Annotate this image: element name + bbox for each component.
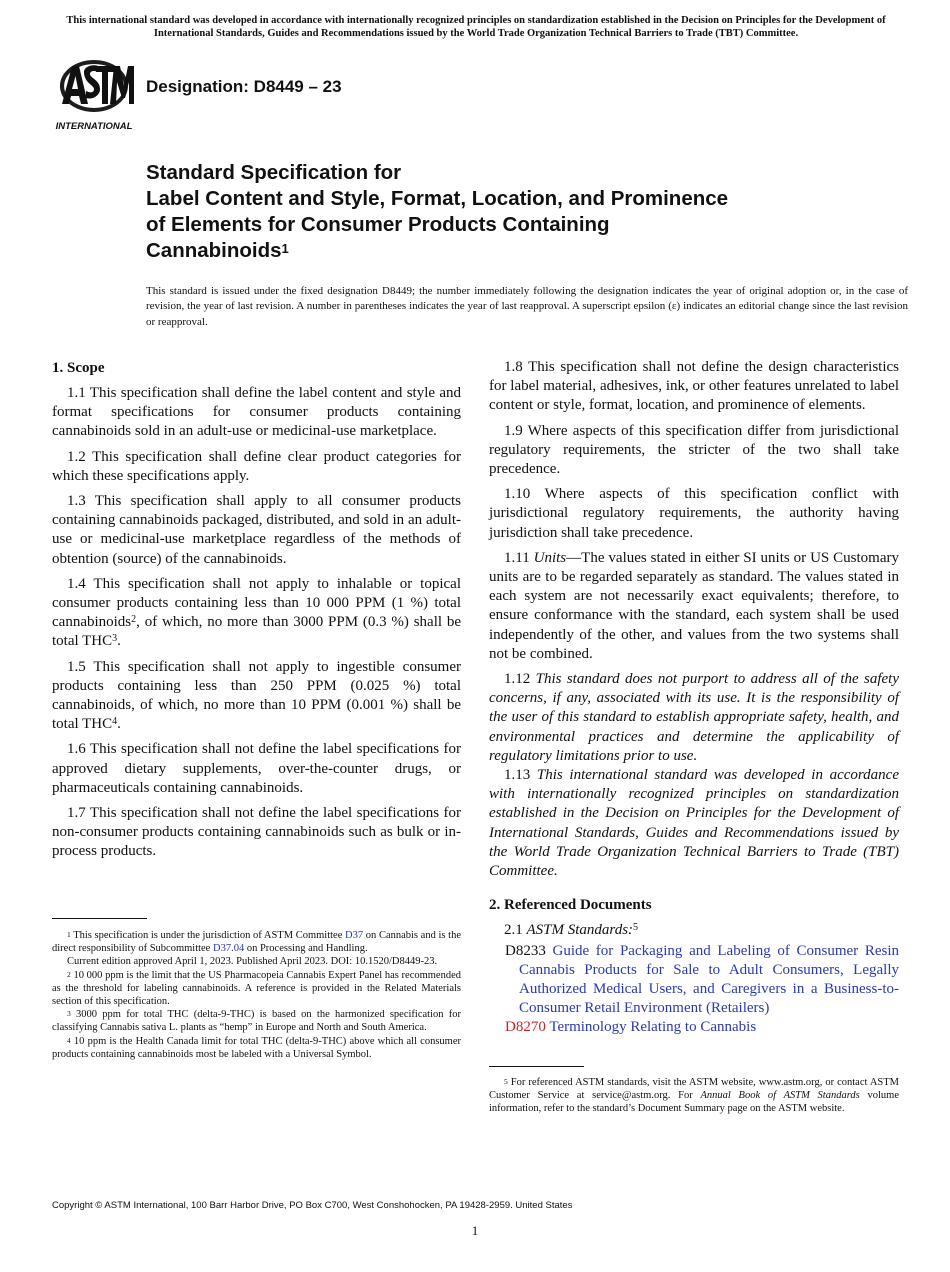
paragraph-1-10: 1.10 Where aspects of this specification conflict with jurisdictional regulatory requirements, the authority having jurisdiction shall take precedence. [489, 486, 899, 541]
reference-code[interactable]: D8270 [505, 1019, 546, 1036]
paragraph-1-3: 1.3 This specification shall apply to all consumer products containing cannabinoids packaged, distributed, and sold in an adult-use or medicinal-use marketplace regardless of the methods of obtention (source) of the cannabinoids. [52, 493, 461, 567]
footnotes-right [489, 1076, 899, 1116]
committee-link[interactable]: D37 [345, 930, 364, 941]
footnote-number: 2 [67, 969, 71, 979]
text-run: on Cannabis and is the direct responsibility of Subcommittee [52, 930, 461, 955]
page-number: 1 [471, 1223, 479, 1238]
footnote-number: 5 [504, 1077, 508, 1086]
text-run: This international standard was developed in accordance with internationally recognized principles on standardization established in the Decision on Principles for the Development of International Standards, Guides and Recommendations issued by the World Trade Organization Technical Barriers to Trade (TBT) Committee. [489, 767, 900, 880]
paragraph-1-9: 1.9 Where aspects of this specification differ from jurisdictional regulatory requirements, the stricter of the two shall take precedence. [489, 422, 899, 478]
paragraph-number: 1.12 [504, 671, 531, 688]
logo-wordmark: INTERNATIONAL [55, 121, 133, 132]
paragraph-1-12 [489, 670, 899, 766]
paragraph-1-7: 1.7 This specification shall not define the label specifications for non-consumer products containing cannabinoids such as bulk or in-process products. [52, 805, 461, 860]
footnote-edition: Current edition approved April 1, 2023. Published April 2023. DOI: 10.1520/D8449-23. [67, 956, 438, 968]
title-line: Standard Specification for [146, 161, 402, 184]
footnote-ref[interactable]: 3 [112, 633, 118, 645]
reference-code: D8233 [505, 943, 546, 960]
paragraph-1-13 [489, 766, 899, 881]
text-run: 3000 ppm for total THC (delta-9-THC) is based on the harmonized specification for classifying Cannabis sativa L. plants as “hemp” in Europe and North and South America. [52, 1009, 462, 1034]
title-line: Label Content and Style, Format, Location, and Prominence [146, 187, 729, 210]
top-notice: This international standard was developed in accordance with internationally recognized principles on standardization established in the Decision on Principles for the Development of International Standards, Guides and Recommendations issued by the World Trade Organization Technical Barriers to Trade (TBT) Committee. [66, 15, 886, 39]
text-run: 10 ppm is the Health Canada limit for total THC (delta-9-THC) above which all consumer products containing cannabinoids most be labeled with a Universal Symbol. [52, 1035, 461, 1060]
paragraph-number: 1.13 [504, 767, 531, 784]
section-heading-scope: 1. Scope [52, 360, 105, 376]
footnote-2 [52, 969, 461, 1009]
footnote-divider [489, 1066, 584, 1067]
footnote-ref[interactable]: 5 [633, 922, 639, 934]
footnote-divider [52, 918, 147, 919]
document-title [146, 160, 846, 264]
paragraph-1-1: 1.1 This specification shall define the label content and style and format specifications for consumer products containing cannabinoids sold in an adult-use or medicinal-use marketplace. [52, 385, 461, 440]
text-run: . [117, 716, 121, 733]
title-line-text: Cannabinoids [146, 239, 282, 262]
footnote-ref[interactable]: 4 [112, 716, 118, 728]
astm-standards-subheading [489, 921, 899, 940]
text-run: on Processing and Handling. [244, 943, 368, 955]
paragraph-1-8: 1.8 This specification shall not define the design characteristics for label material, adhesives, ink, or other features unrelated to label content or style, format, location, and prominence of elements. [489, 359, 899, 414]
text-run: Annual Book of ASTM Standards [700, 1090, 860, 1102]
footnotes-left [52, 929, 461, 1061]
footnote-4 [52, 1035, 461, 1061]
text-run: 10 000 ppm is the limit that the US Pharmacopeia Cannabis Expert Panel has recommended as the threshold for labeling cannabinoids. A reference is provided in the Related Materials section of this specification. [52, 969, 462, 1008]
reference-title-link[interactable]: Guide for Packaging and Labeling of Consumer Resin Cannabis Products for Sale to Adult Consumers, Legally Authorized Medical Users, and Caregivers in a Business-to-Consumer Retail Environment (Retailers) [519, 943, 899, 1017]
footnote-number: 4 [67, 1035, 71, 1045]
title-line [146, 238, 846, 264]
footnote-number: 1 [67, 930, 71, 939]
paragraph-1-4 [52, 575, 461, 652]
copyright-notice: Copyright © ASTM International, 100 Barr Harbor Drive, PO Box C700, West Conshohocken, PA 19428-2959. United States [52, 1200, 573, 1211]
text-run: For referenced ASTM standards, visit the ASTM website, www.astm.org, or contact ASTM Customer Service at service@astm.org. For [489, 1077, 900, 1102]
reference-title-link[interactable]: Terminology Relating to Cannabis [549, 1019, 757, 1036]
paragraph-1-5 [52, 658, 461, 735]
title-line: of Elements for Consumer Products Containing [146, 213, 610, 236]
text-run: volume information, refer to the standard’s Document Summary page on the ASTM website. [489, 1090, 899, 1115]
paragraph-1-2: 1.2 This specification shall define clear product categories for which these specifications apply. [52, 448, 461, 484]
right-column [489, 358, 899, 1037]
paragraph-1-11 [489, 549, 899, 664]
title-footnote-mark: 1 [281, 241, 289, 256]
astm-logo [52, 58, 136, 134]
section-heading-referenced-documents: 2. Referenced Documents [489, 897, 652, 914]
reference-item[interactable] [489, 1018, 899, 1037]
text-run: , of which, no more than 3000 PPM (0.3 %) shall be total THC [52, 614, 461, 650]
footnote-3 [52, 1008, 461, 1034]
text-run: ASTM Standards: [526, 922, 634, 939]
reference-item[interactable] [489, 942, 899, 1018]
text-run: —The values stated in either SI units or US Customary units are to be regarded separately as standard. The values stated in each system are not necessarily exact equivalents; therefore, to ensure conformance with the standard, each system shall be used independently of the other, and values from the two systems shall not be combined. [489, 549, 900, 662]
footnote-5 [489, 1076, 899, 1116]
text-run: 1.4 This specification shall not apply to inhalable or topical consumer products containing less than 10 000 PPM (1 %) total cannabinoids [52, 575, 461, 631]
text-run: . [117, 633, 121, 650]
reference-list [489, 942, 899, 1037]
text-run: 1.5 This specification shall not apply to ingestible consumer products containing less than 250 PPM (0.025 %) total cannabinoids, of which, no more than 10 PPM (0.001 %) shall be total THC [52, 658, 461, 733]
footnote-ref[interactable]: 2 [131, 614, 137, 626]
units-term: Units [533, 549, 567, 566]
footnote-number: 3 [67, 1009, 71, 1019]
issuance-statement: This standard is issued under the fixed designation D8449; the number immediately following the designation indicates the year of original adoption or, in the case of revision, the year of last revision. A number in parentheses indicates the year of last reapproval. A superscript epsilon (ε) indicates an editorial change since the last revision or reapproval. [146, 285, 908, 328]
paragraph-number: 1.11 [504, 549, 530, 566]
subcommittee-link[interactable]: D37.04 [212, 943, 245, 955]
designation: Designation: D8449 – 23 [146, 77, 342, 96]
text-run: This standard does not purport to address all of the safety concerns, if any, associated with its use. It is the responsibility of the user of this standard to establish appropriate safety, health, and environmental practices and determine the applicability of regulatory limitations prior to use. [489, 671, 900, 764]
paragraph-1-6: 1.6 This specification shall not define the label specifications for approved dietary supplements, over-the-counter drugs, or pharmaceuticals containing cannabinoids. [52, 741, 461, 796]
text-run: This specification is under the jurisdiction of ASTM Committee [73, 930, 346, 941]
footnote-1 [52, 929, 461, 955]
left-column [52, 358, 461, 868]
paragraph-number: 2.1 [504, 922, 523, 939]
